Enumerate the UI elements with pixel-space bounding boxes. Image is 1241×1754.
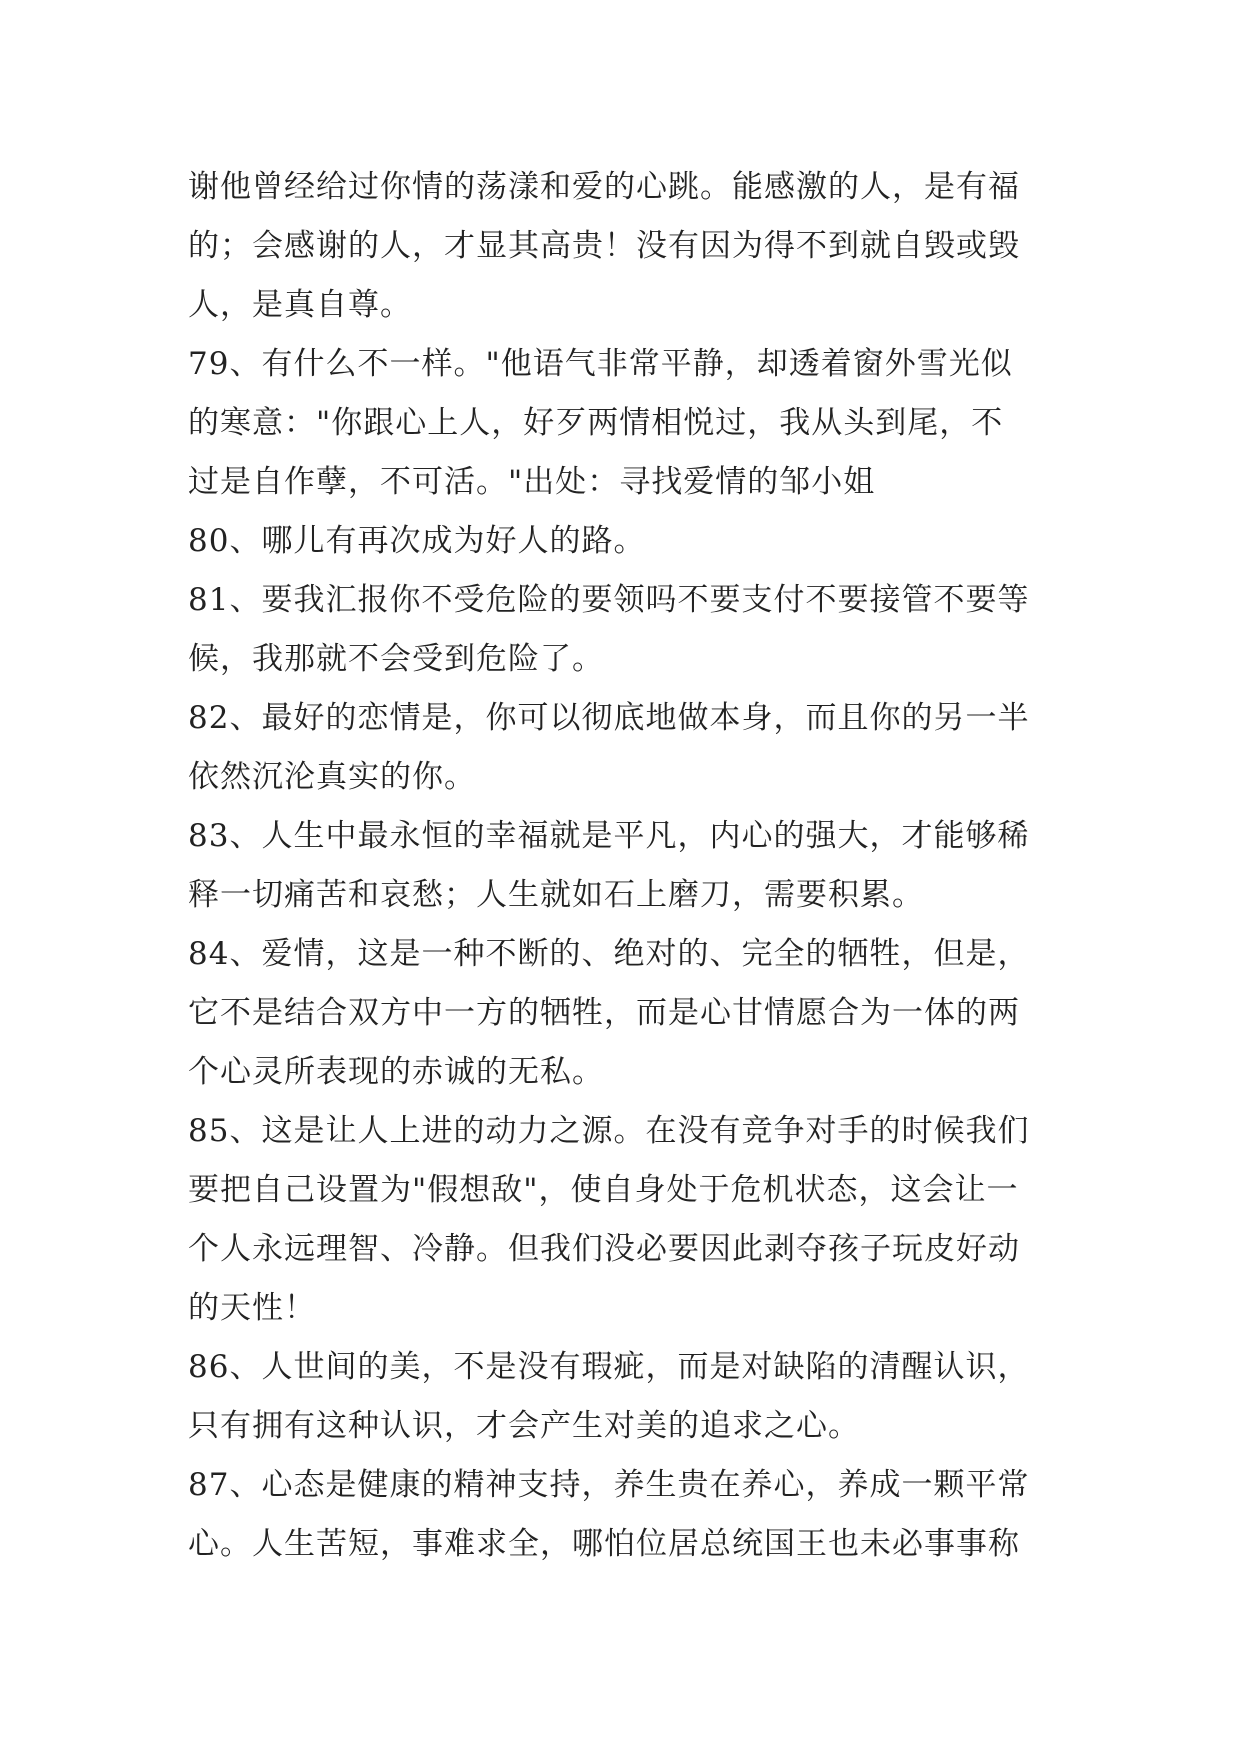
text-line: 只有拥有这种认识，才会产生对美的追求之心。 <box>188 1408 860 1444</box>
text-line: 谢他曾经给过你情的荡漾和爱的心跳。能感激的人，是有福 <box>188 169 1020 205</box>
text-line: 心。人生苦短，事难求全，哪怕位居总统国王也未必事事称 <box>188 1526 1020 1562</box>
text-line: 个心灵所表现的赤诚的无私。 <box>188 1054 604 1090</box>
text-line: 要把自己设置为"假想敌"，使自身处于危机状态，这会让一 <box>188 1172 1019 1208</box>
text-line: 的天性！ <box>188 1290 316 1326</box>
text-line: 的寒意："你跟心上人，好歹两情相悦过，我从头到尾，不 <box>188 405 1004 441</box>
text-line: 81、要我汇报你不受危险的要领吗不要支付不要接管不要等 <box>188 582 1030 618</box>
text-line: 82、最好的恋情是，你可以彻底地做本身，而且你的另一半 <box>188 700 1030 736</box>
text-line: 个人永远理智、冷静。但我们没必要因此剥夺孩子玩皮好动 <box>188 1231 1020 1267</box>
text-line: 人，是真自尊。 <box>188 287 412 323</box>
text-line: 85、这是让人上进的动力之源。在没有竞争对手的时候我们 <box>188 1113 1030 1149</box>
text-line: 83、人生中最永恒的幸福就是平凡，内心的强大，才能够稀 <box>188 818 1030 854</box>
text-line: 86、人世间的美，不是没有瑕疵，而是对缺陷的清醒认识， <box>188 1349 1030 1385</box>
text-line: 依然沉沦真实的你。 <box>188 759 476 795</box>
text-line: 释一切痛苦和哀愁；人生就如石上磨刀，需要积累。 <box>188 877 924 913</box>
text-line: 过是自作孽，不可活。"出处：寻找爱情的邹小姐 <box>188 464 876 500</box>
text-line: 的；会感谢的人，才显其高贵！没有因为得不到就自毁或毁 <box>188 228 1020 264</box>
text-line: 87、心态是健康的精神支持，养生贵在养心，养成一颗平常 <box>188 1467 1030 1503</box>
text-line: 它不是结合双方中一方的牺牲，而是心甘情愿合为一体的两 <box>188 995 1020 1031</box>
text-line: 80、哪儿有再次成为好人的路。 <box>188 523 646 559</box>
text-line: 84、爱情，这是一种不断的、绝对的、完全的牺牲，但是， <box>188 936 1030 972</box>
text-line: 候，我那就不会受到危险了。 <box>188 641 604 677</box>
text-line: 79、有什么不一样。"他语气非常平静，却透着窗外雪光似 <box>188 346 1013 382</box>
document-body <box>188 158 1068 1574</box>
